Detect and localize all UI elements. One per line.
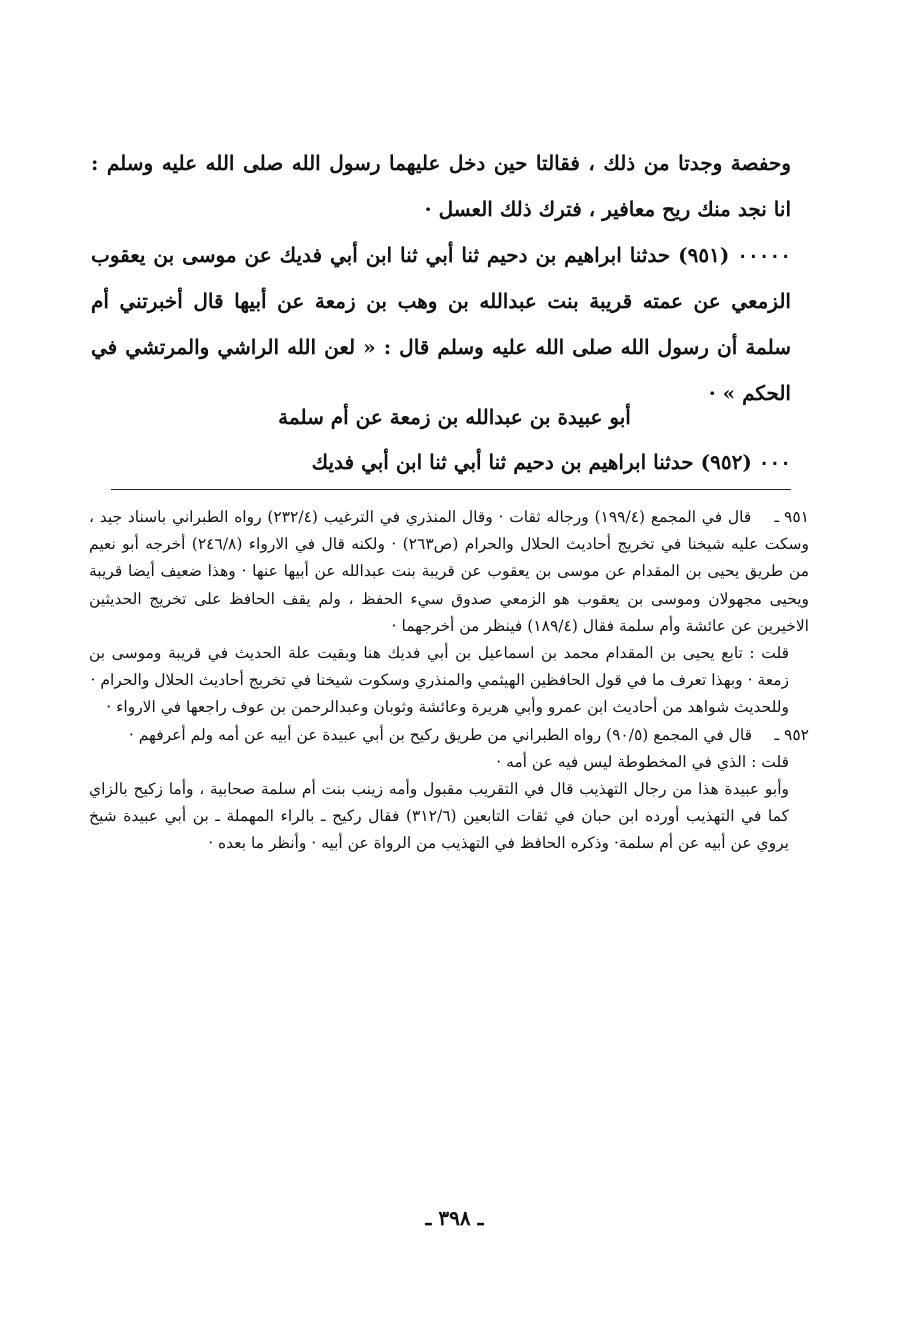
footnote-951-note-1: قلت : تابع يحيى بن المقدام محمد بن اسماعيل بن أبي فديك هنا وبقيت علة الحديث في قريبة وموسى بن زمعة · وبهذا تعرف ما في قول الحافظين الهيثمي والمنذري وسكوت شيخنا في تخريج أحاديث الحلال والحرام · (89, 644, 789, 690)
section-heading: أبو عبيدة بن عبدالله بن زمعة عن أم سلمة (278, 405, 631, 429)
footnote-952-note-2: وأبو عبيدة هذا من رجال التهذيب قال في التقريب مقبول وأمه زينب بنت أم سلمة صحابية ، وأما زكيح بالزاي كما في التهذيب أورده ابن حبان في ثقات التابعين (٣١٢/٦) فقال ركيح ـ بالراء المهملة ـ بن أبي عبيدة شيخ يروي عن أبيه عن أم سلمة· وذكره الحافظ في التهذيب من الرواة عن أبيه · وأنظر ما بعده · (89, 780, 789, 853)
footnote-952-note-1: قلت : الذي في المخطوطة ليس فيه عن أمه · (496, 752, 789, 771)
footnote-divider (111, 489, 791, 490)
footnote-952 (89, 722, 809, 749)
footnote-951 (89, 504, 809, 640)
main-paragraph-hadith-952: ٠٠٠ (٩٥٢) حدثنا ابراهيم بن دحيم ثنا أبي ثنا ابن أبي فديك (311, 450, 791, 474)
footnotes (89, 504, 809, 858)
footnote-number: ٩٥١ ـ (774, 508, 809, 526)
footnote-text: قال في المجمع (٩٠/٥) رواه الطبراني من طريق ركيح بن أبي عبيدة عن أبيه عن أمه ولم أعرفهم · (128, 725, 753, 744)
footnote-text: قال في المجمع (١٩٩/٤) ورجاله ثقات · وقال المنذري في الترغيب (٢٣٢/٤) رواه الطبراني باسناد جيد ، وسكت عليه شيخنا في تخريج أحاديث الحلال والحرام (ص٢٦٣) · ولكنه قال في الارواء (٢٤٦/٨) أخرجه أبو نعيم من طريق يحيى بن المقدام عن موسى بن يعقوب عن قريبة بنت عبدالله عن أبيها عنها · وهذا ضعيف أيضا قريبة ويحيى مجهولان وموسى بن يعقوب هو الزمعي صدوق سيء الحفظ ، ولم يقف الحافظ على تخريج الحديثين الاخيرين عن عائشة وأم سلمة فقال (١٨٩/٤) فينظر من أخرجهما · (89, 508, 809, 635)
main-paragraph-hadith-951: ٠٠٠٠٠ (٩٥١) حدثنا ابراهيم بن دحيم ثنا أبي ثنا ابن أبي فديك عن موسى بن يعقوب الزمعي عن عمته قريبة بنت عبدالله بن وهب بن زمعة عن أبيها قال أخبرتني أم سلمة أن رسول الله صلى الله عليه وسلم قال : « لعن الله الراشي والمرتشي في الحكم » · (91, 243, 791, 405)
main-paragraph-1: وحفصة وجدتا من ذلك ، فقالتا حين دخل عليهما رسول الله صلى الله عليه وسلم : انا نجد منك ريح معافير ، فترك ذلك العسل · (91, 151, 791, 221)
footnote-number: ٩٥٢ ـ (774, 725, 809, 744)
main-text (91, 140, 791, 416)
footnote-951-note-2: وللحديث شواهد من أحاديث ابن عمرو وأبي هريرة وعائشة وثوبان وعبدالرحمن بن عوف راجعها في الارواء · (106, 698, 789, 717)
page-number: ـ ٣٩٨ ـ (425, 1206, 484, 1230)
